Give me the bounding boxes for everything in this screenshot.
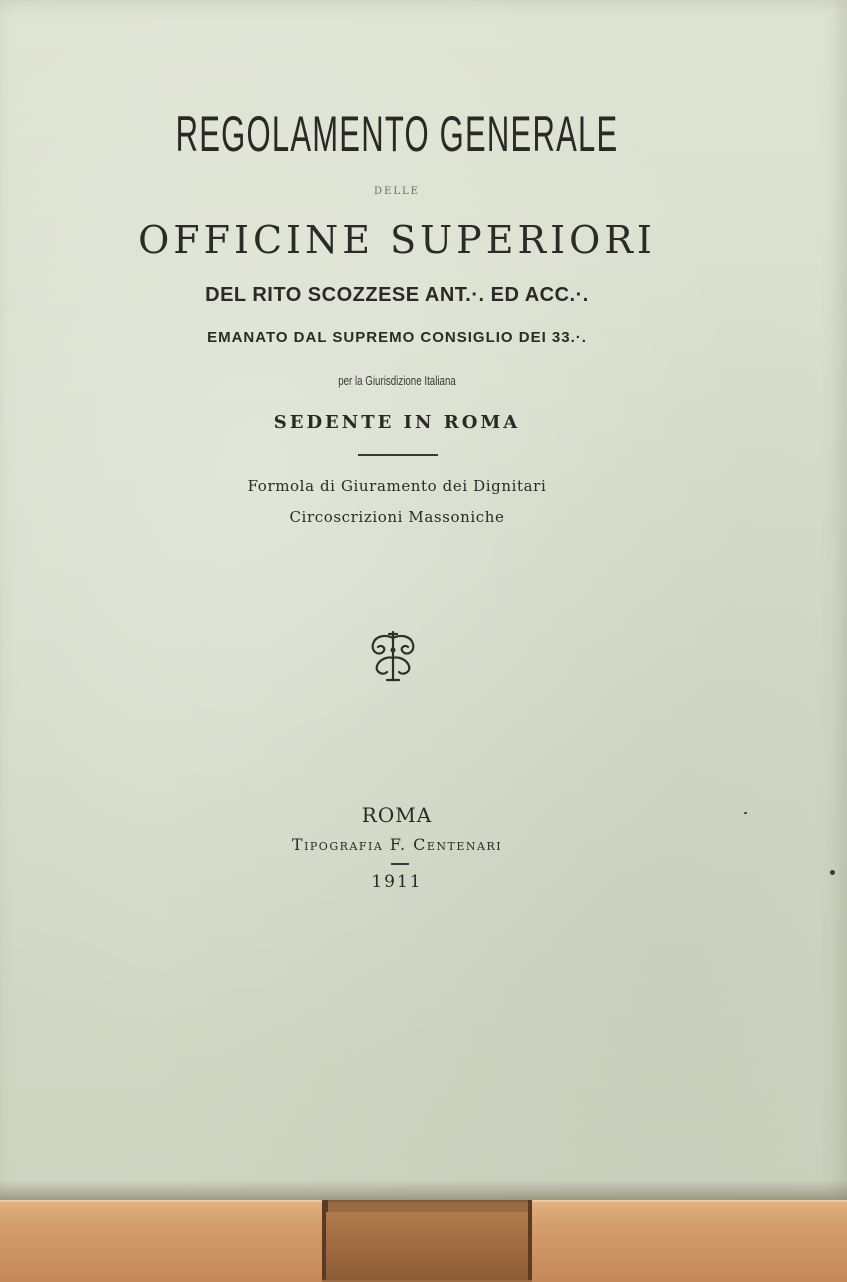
- jurisdiction-line: per la Giurisdizione Italiana: [338, 373, 456, 388]
- page-bottom-shadow: [0, 1180, 847, 1202]
- divider-rule: [358, 454, 438, 456]
- subject-title: OFFICINE SUPERIORI: [138, 218, 656, 262]
- paper-speck: [744, 812, 747, 814]
- imprint-year: 1911: [371, 872, 423, 892]
- imprint-dash: [391, 863, 409, 865]
- contents-line-2: Circoscrizioni Massoniche: [289, 508, 505, 526]
- main-title: REGOLAMENTO GENERALE: [175, 106, 619, 162]
- seat-line: SEDENTE IN ROMA: [273, 412, 521, 433]
- wooden-stand-left: [0, 1200, 322, 1282]
- imprint-printer: Tipografia F. Centenari: [291, 835, 503, 854]
- paper-speck: [830, 870, 835, 875]
- contents-line-1: Formola di Giuramento dei Dignitari: [247, 477, 547, 495]
- wooden-stand-right: [532, 1200, 847, 1282]
- wooden-stand-middle: [326, 1212, 530, 1280]
- imprint-city: ROMA: [361, 803, 433, 827]
- issued-by-line: EMANATO DAL SUPREMO CONSIGLIO DEI 33.·.: [207, 329, 587, 346]
- fleuron-ornament-icon: [365, 628, 421, 684]
- rite-line: DEL RITO SCOZZESE ANT.·. ED ACC.·.: [205, 284, 589, 306]
- title-connector: DELLE: [374, 186, 420, 197]
